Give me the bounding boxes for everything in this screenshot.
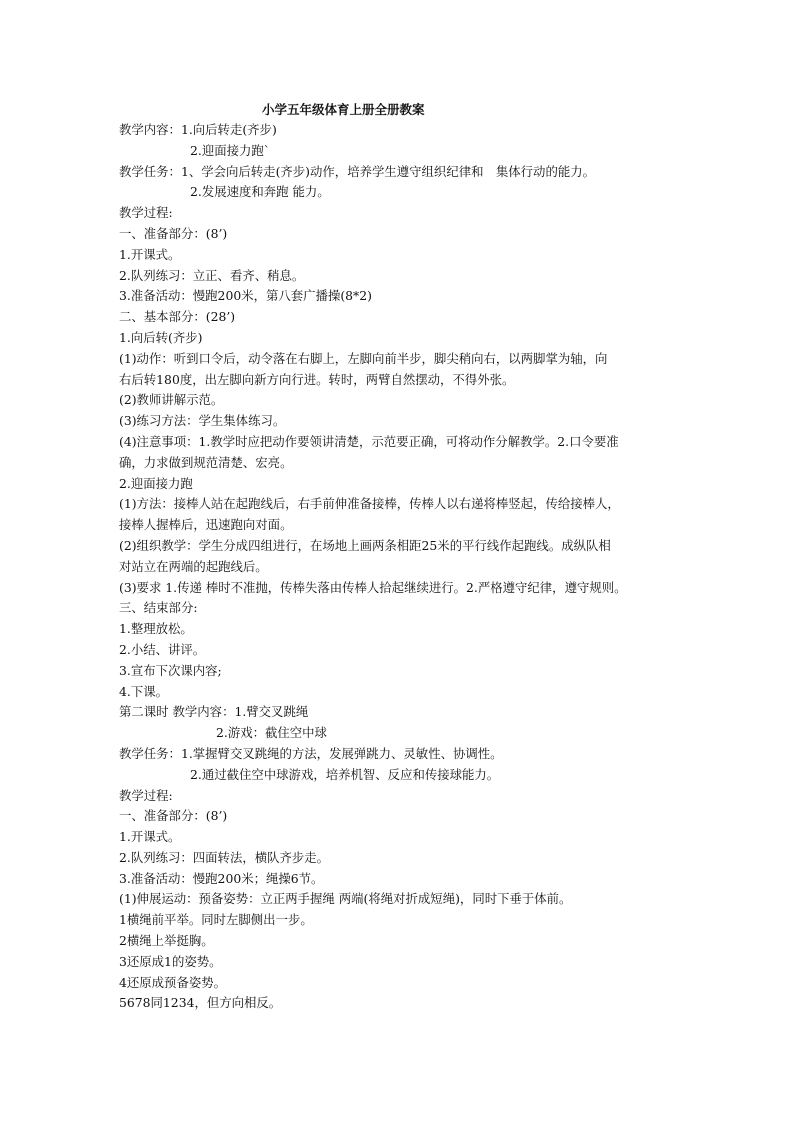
text-line: 确，力求做到规范清楚、宏亮。 [119, 454, 293, 470]
text-line: (2)教师讲解示范。 [119, 392, 224, 408]
text-line: 1.整理放松。 [119, 621, 193, 637]
text-line: 1.向后转(齐步) [119, 329, 203, 345]
text-line: 接棒人握棒后，迅速跑向对面。 [119, 517, 293, 533]
text-line: 2.游戏：截住空中球 [216, 725, 327, 741]
document-body [119, 120, 685, 1014]
text-line: 教学任务：1.掌握臂交叉跳绳的方法，发展弹跳力、灵敏性、协调性。 [119, 745, 503, 761]
text-line: 二、基本部分：(28’) [119, 309, 236, 325]
document-title: 小学五年级体育上册全册教案 [262, 102, 425, 117]
text-line: 教学内容：1.向后转走(齐步) [119, 122, 277, 137]
text-line: (1)伸展运动：预备姿势：立正两手握绳 两端(将绳对折成短绳)，同时下垂于体前。 [119, 891, 572, 907]
text-line: 2.通过截住空中球游戏，培养机智、反应和传接球能力。 [190, 766, 500, 782]
text-line: 2.队列练习：四面转法，横队齐步走。 [119, 849, 330, 865]
text-line: 教学过程: [119, 787, 173, 803]
text-line: 3.准备活动：慢跑200米；绳操6节。 [119, 870, 324, 886]
text-line: (2)组织教学：学生分成四组进行，在场地上画两条相距25米的平行线作起跑线。成纵队相 [119, 537, 611, 553]
text-line: 对站立在两端的起跑线后。 [119, 558, 268, 574]
text-line: 3.准备活动：慢跑200米，第八套广播操(8*2) [119, 288, 372, 304]
text-line: 1.开课式。 [119, 246, 181, 262]
text-line: 5678同1234，但方向相反。 [119, 995, 282, 1011]
text-line: 一、准备部分：(8’) [119, 808, 228, 824]
text-line: 2.队列练习：立正、看齐、稍息。 [119, 267, 305, 283]
text-line: 教学过程: [119, 205, 173, 221]
text-line: 3还原成1的姿势。 [119, 953, 222, 969]
text-line: 2.发展速度和奔跑 能力。 [190, 184, 330, 200]
text-line: (3)练习方法：学生集体练习。 [119, 413, 286, 429]
text-line: (4)注意事项：1.教学时应把动作要领讲清楚，示范要正确，可将动作分解教学。2.口令要准 [119, 433, 619, 449]
text-line: 右后转180度，出左脚向新方向行进。转时，两臂自然摆动，不得外张。 [119, 371, 515, 387]
text-line: 1.开课式。 [119, 829, 181, 845]
text-line: 第二课时 教学内容：1.臂交叉跳绳 [119, 704, 309, 720]
text-line: (1)动作：听到口令后，动令落在右脚上，左脚向前半步，脚尖稍向右，以两脚掌为轴，向 [119, 350, 608, 366]
text-line: 2横绳上举挺胸。 [119, 933, 214, 949]
text-line: 一、准备部分：(8’) [119, 225, 228, 241]
text-line: 1横绳前平举。同时左脚侧出一步。 [119, 912, 313, 928]
text-line: (1)方法：接棒人站在起跑线后，右手前伸准备接棒，传棒人以右递将棒竖起，传给接棒人， [119, 496, 620, 512]
text-line: 4.下课。 [119, 683, 168, 699]
text-line: 2.迎面接力跑` [190, 142, 270, 158]
text-line: 4还原成预备姿势。 [119, 974, 227, 990]
text-line: 2.迎面接力跑 [119, 475, 193, 491]
text-line: 三、结束部分: [119, 600, 198, 616]
text-line: 3.宣布下次课内容; [119, 662, 222, 678]
text-line: (3)要求 1.传递 棒时不准抛，传棒失落由传棒人拾起继续进行。2.严格遵守纪律，遵守规则。 [119, 579, 627, 595]
text-line: 教学任务：1、学会向后转走(齐步)动作，培养学生遵守组织纪律和 集体行动的能力。 [119, 163, 596, 179]
text-line: 2.小结、讲评。 [119, 641, 206, 657]
